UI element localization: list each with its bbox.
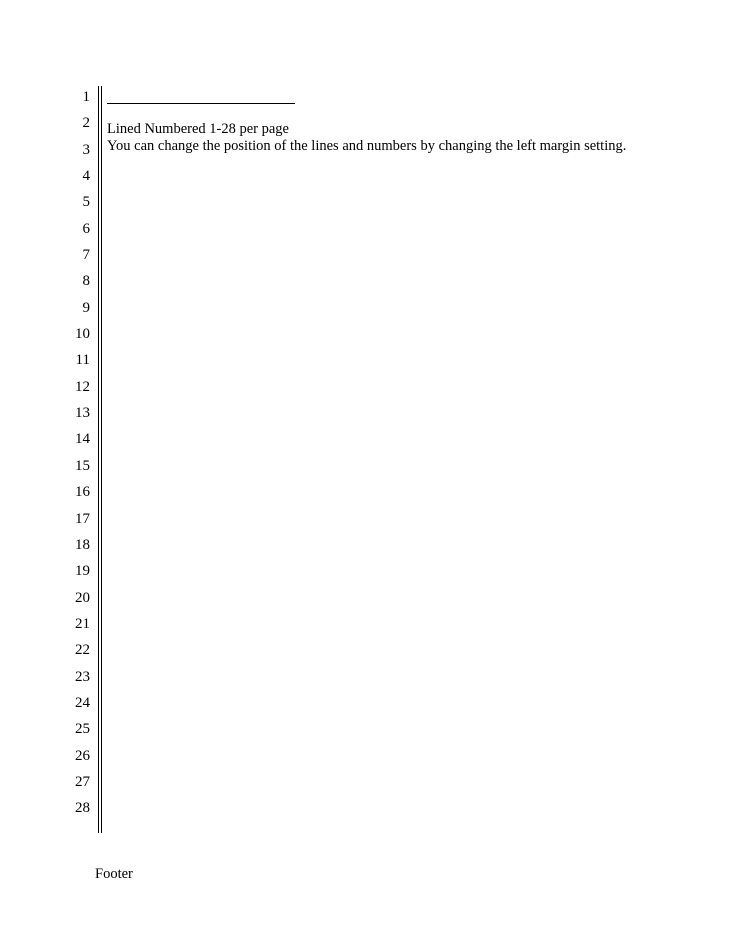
- line-number: 24: [75, 694, 90, 711]
- signature-line: [107, 86, 295, 104]
- line-number: 13: [75, 405, 90, 422]
- line-number: 16: [75, 484, 90, 501]
- line-number: 25: [75, 721, 90, 738]
- line-number: 11: [75, 352, 90, 369]
- line-number: 28: [75, 800, 90, 817]
- line-number: 18: [75, 536, 90, 553]
- line-number: 3: [82, 141, 90, 158]
- line-number: 9: [82, 299, 90, 316]
- line-number: 22: [75, 642, 90, 659]
- document-body[interactable]: [107, 86, 626, 155]
- text-line: You can change the position of the lines and numbers by changing the left margin setting.: [107, 138, 627, 154]
- line-number-column: [60, 86, 90, 824]
- line-number: 17: [75, 510, 90, 527]
- line-number: 5: [82, 194, 90, 211]
- line-number: 19: [75, 563, 90, 580]
- line-number: 23: [75, 668, 90, 685]
- line-number: 7: [82, 247, 90, 264]
- line-number: 12: [75, 378, 90, 395]
- page-footer: Footer: [95, 866, 133, 882]
- line-number: 8: [82, 273, 90, 290]
- line-number: 21: [75, 615, 90, 632]
- left-margin-double-rule: [98, 86, 102, 833]
- line-number: 1: [82, 89, 90, 105]
- line-number: 26: [75, 747, 90, 764]
- line-number: 14: [75, 431, 90, 448]
- line-number: 10: [75, 326, 90, 343]
- line-number: 27: [75, 773, 90, 790]
- line-number: 2: [82, 115, 90, 132]
- line-number: 6: [82, 220, 90, 237]
- text-line: Lined Numbered 1-28 per page: [107, 121, 289, 137]
- line-number: 20: [75, 589, 90, 606]
- line-number: 4: [82, 168, 90, 185]
- line-number: 15: [75, 457, 90, 474]
